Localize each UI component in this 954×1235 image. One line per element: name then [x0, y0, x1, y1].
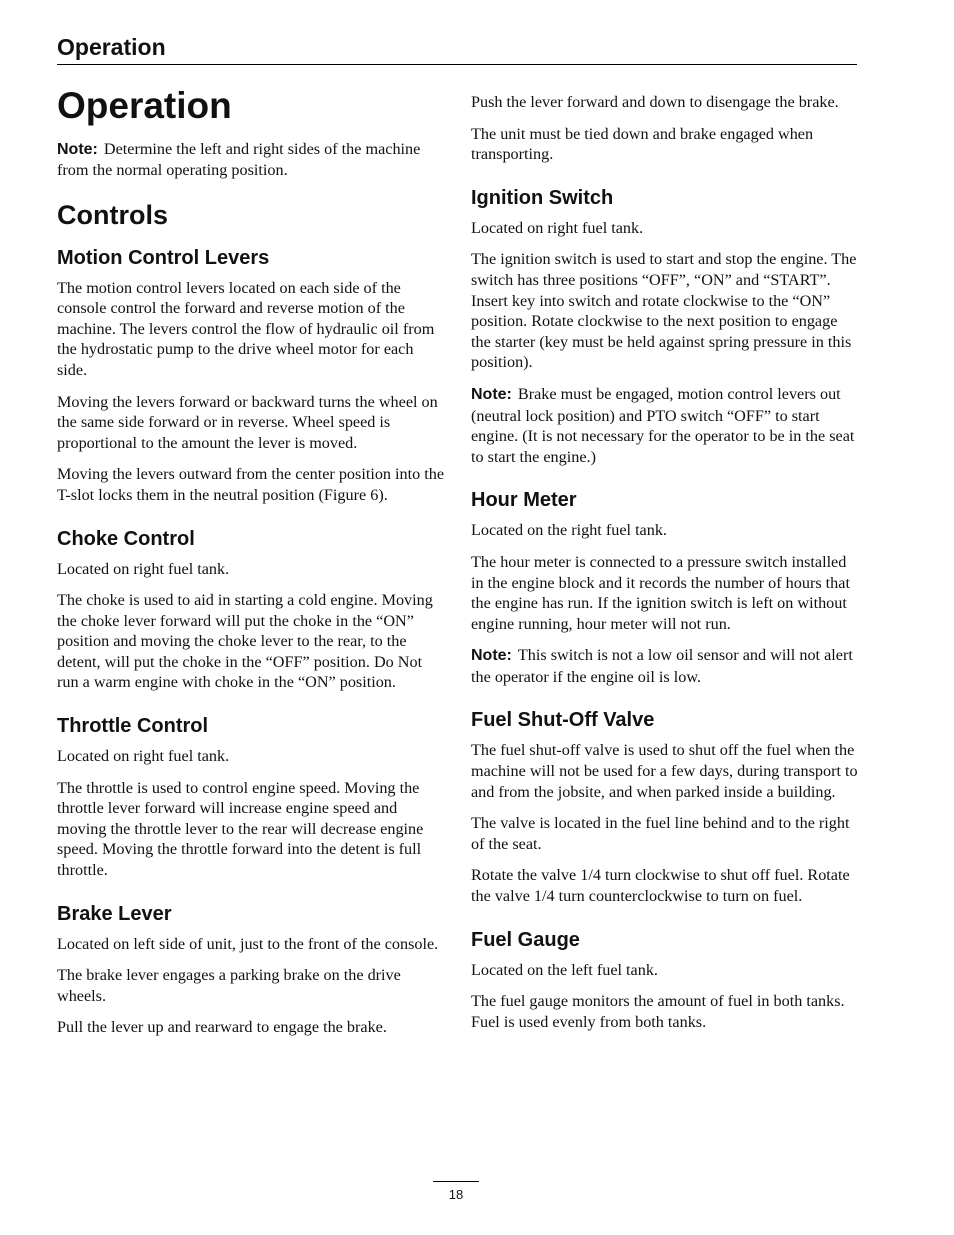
heading-fuel-shut-off-valve: Fuel Shut-Off Valve	[471, 709, 655, 732]
heading-choke-control: Choke Control	[57, 527, 195, 550]
paragraph: Located on the left fuel tank.	[471, 960, 658, 979]
paragraph: Located on right fuel tank.	[57, 559, 230, 578]
heading-ignition-switch: Ignition Switch	[471, 186, 614, 209]
paragraph: Moving the levers forward or backward turns the wheel on the same side forward or in reverse. Wheel speed is proportional to the amount the lever is moved.	[57, 392, 438, 452]
note-label: Note:	[471, 647, 512, 665]
ignition-note	[471, 384, 859, 467]
left-column	[57, 86, 445, 1049]
paragraph: The brake lever engages a parking brake on the drive wheels.	[57, 966, 401, 1005]
paragraph: The fuel shut-off valve is used to shut off the fuel when the machine will not be used for a few days, during transport to and from the jobsite, and when parked inside a building.	[471, 741, 858, 801]
paragraph: The fuel gauge monitors the amount of fuel in both tanks. Fuel is used evenly from both tanks.	[471, 992, 845, 1031]
paragraph: Located on left side of unit, just to the front of the console.	[57, 934, 439, 953]
paragraph: Moving the levers outward from the center position into the T-slot locks them in the neutral position (Figure 6).	[57, 465, 445, 504]
heading-fuel-gauge: Fuel Gauge	[471, 928, 580, 951]
right-column	[471, 92, 859, 1043]
paragraph: The throttle is used to control engine speed. Moving the throttle lever forward will increase engine speed and moving the throttle lever to the rear will decrease engine speed. Moving the throttle forward into the detent is full throttle.	[57, 778, 424, 880]
paragraph: Pull the lever up and rearward to engage the brake.	[57, 1018, 387, 1037]
heading-throttle-control: Throttle Control	[57, 715, 209, 738]
paragraph: The valve is located in the fuel line behind and to the right of the seat.	[471, 814, 850, 853]
note-text: Brake must be engaged, motion control levers out (neutral lock position) and PTO switch “OFF” to start engine. (It is not necessary for the operator to be in the seat to start the engine.)	[471, 384, 855, 466]
page-title: Operation	[57, 85, 232, 126]
note-text: This switch is not a low oil sensor and will not alert the operator if the engine oil is low.	[471, 646, 853, 686]
paragraph: Rotate the valve 1/4 turn clockwise to shut off fuel. Rotate the valve 1/4 turn counterclockwise to turn on fuel.	[471, 866, 850, 906]
note-text: Determine the left and right sides of the machine from the normal operating position.	[57, 139, 421, 180]
section-heading-controls: Controls	[57, 199, 168, 230]
paragraph: The hour meter is connected to a pressure switch installed in the engine block and it records the number of hours that the engine has run. If the ignition switch is left on without engine running, hour meter will not run.	[471, 552, 850, 633]
heading-motion-control-levers: Motion Control Levers	[57, 246, 270, 269]
paragraph: Located on right fuel tank.	[471, 218, 644, 237]
heading-hour-meter: Hour Meter	[471, 489, 577, 512]
paragraph: The choke is used to aid in starting a cold engine. Moving the choke lever forward will put the choke in the “ON” position and moving the choke lever to the rear, to the detent, will put the choke in the “OFF” position. Do Not run a warm engine with choke in the “ON” position.	[57, 591, 433, 692]
paragraph: Push the lever forward and down to disengage the brake.	[471, 93, 839, 111]
intro-note	[57, 139, 445, 181]
page-number: 18	[433, 1181, 479, 1202]
heading-brake-lever: Brake Lever	[57, 902, 172, 925]
paragraph: The unit must be tied down and brake engaged when transporting.	[471, 124, 814, 164]
paragraph: The ignition switch is used to start and stop the engine. The switch has three positions “OFF”, “ON” and “START”. Insert key into switch and rotate clockwise to the “ON” position. Rotate clockwise to the next position to engage the starter (key must be held against spring pressure in this position).	[471, 250, 857, 372]
paragraph: The motion control levers located on each side of the console control the forward and reverse motion of the machine. The levers control the flow of hydraulic oil from the hydrostatic pump to the drive wheel motor for each side.	[57, 278, 435, 379]
note-label: Note:	[57, 140, 98, 158]
paragraph: Located on the right fuel tank.	[471, 521, 667, 540]
running-header: Operation	[57, 34, 857, 65]
paragraph: Located on right fuel tank.	[57, 747, 230, 766]
hour-meter-note	[471, 645, 859, 687]
note-label: Note:	[471, 385, 512, 403]
